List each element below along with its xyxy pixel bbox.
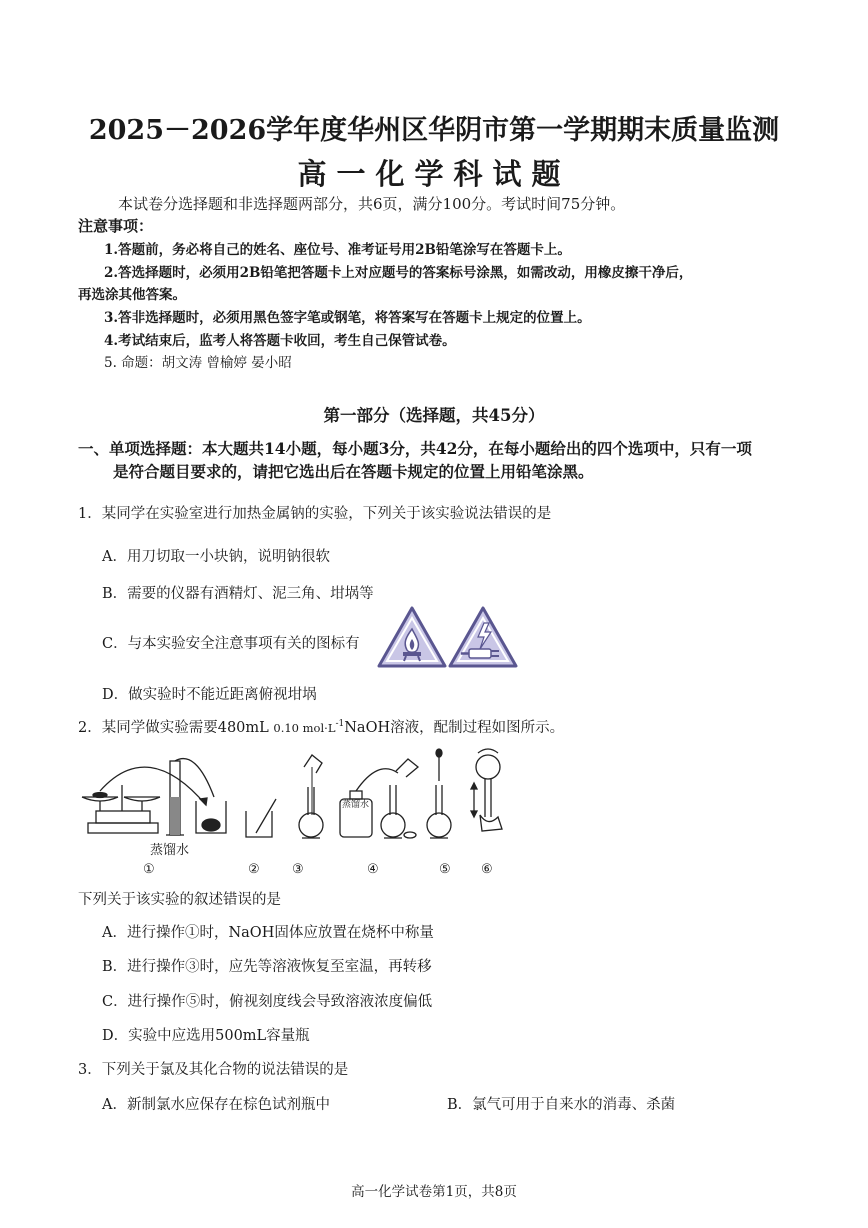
notice-heading: 注意事项： <box>78 217 154 235</box>
q2-option-d: D．实验中应选用500mL容量瓶 <box>102 1028 310 1044</box>
notice-item-4: 4.考试结束后，监考人将答题卡收回，考生自己保管试卷。 <box>104 333 456 349</box>
q3-option-b: B．氯气可用于自来水的消毒、杀菌 <box>447 1097 676 1113</box>
q2-option-b: B．进行操作③时，应先等溶液恢复至室温，再转移 <box>102 959 432 975</box>
figure-label-6: ⑥ <box>481 862 493 877</box>
section-instruction: 一、单项选择题：本大题共14小题，每小题3分，共42分，在每小题给出的四个选项中，只有一项 <box>78 439 752 458</box>
section-instruction-cont: 是符合题目要求的，请把它选出后在答题卡规定的位置上用铅笔涂黑。 <box>113 462 594 481</box>
q3-option-a: A．新制氯水应保存在棕色试剂瓶中 <box>102 1097 330 1113</box>
notice-item-5: 5. 命题：胡文涛 曾榆婷 晏小昭 <box>104 355 292 371</box>
notice-item-3: 3.答非选择题时，必须用黑色签字笔或钢笔，将答案写在答题卡上规定的位置上。 <box>104 310 591 326</box>
figure-label-3: ③ <box>292 862 304 877</box>
water-label: 蒸馏水 <box>150 843 190 858</box>
notice-item-2-cont: 再选涂其他答案。 <box>78 287 186 303</box>
wash-bottle-label: 蒸馏水 <box>342 800 370 810</box>
q1-option-a: A．用刀切取一小块钠，说明钠很软 <box>102 549 330 565</box>
electric-plug-warning-icon <box>447 605 519 669</box>
q2-option-c: C．进行操作⑤时，俯视刻度线会导致溶液浓度偏低 <box>102 994 433 1010</box>
q1-stem: 1．某同学在实验室进行加热金属钠的实验，下列关于该实验说法错误的是 <box>78 506 552 522</box>
part1-title: 第一部分（选择题，共45分） <box>323 406 545 425</box>
figure-label-4: ④ <box>367 862 379 877</box>
q1-option-c: C．与本实验安全注意事项有关的图标有 <box>102 636 360 652</box>
solution-preparation-figure <box>78 745 518 845</box>
q1-option-b: B．需要的仪器有酒精灯、泥三角、坩埚等 <box>102 586 374 602</box>
flame-warning-icon <box>376 605 448 669</box>
q2-option-a: A．进行操作①时，NaOH固体应放置在烧杯中称量 <box>102 925 434 941</box>
q2-stem: 2．某同学做实验需要480mL 0.10 $mol\cdot L^{-1}NaOH$溶液，配制过程如图所示。 <box>78 719 565 736</box>
q2-lead: 下列关于该实验的叙述错误的是 <box>78 892 281 908</box>
exam-subtitle: 高一化学科试题 <box>297 157 571 191</box>
figure-label-1: ① <box>143 862 155 877</box>
page-footer: 高一化学试卷第1页，共8页 <box>351 1184 517 1200</box>
exam-title: 2025－2026学年度华州区华阴市第一学期期末质量监测 <box>88 115 780 146</box>
figure-label-2: ② <box>248 862 260 877</box>
q1-option-d: D．做实验时不能近距离俯视坩埚 <box>102 687 317 703</box>
exam-intro: 本试卷分选择题和非选择题两部分，共6页，满分100分。考试时间75分钟。 <box>118 195 626 213</box>
figure-label-5: ⑤ <box>439 862 451 877</box>
notice-item-1: 1.答题前，务必将自己的姓名、座位号、准考证号用2B铅笔涂写在答题卡上。 <box>104 242 571 258</box>
q3-stem: 3．下列关于氯及其化合物的说法错误的是 <box>78 1062 349 1078</box>
notice-item-2: 2.答选择题时，必须用2B铅笔把答题卡上对应题号的答案标号涂黑，如需改动，用橡皮擦干净后， <box>104 265 693 281</box>
